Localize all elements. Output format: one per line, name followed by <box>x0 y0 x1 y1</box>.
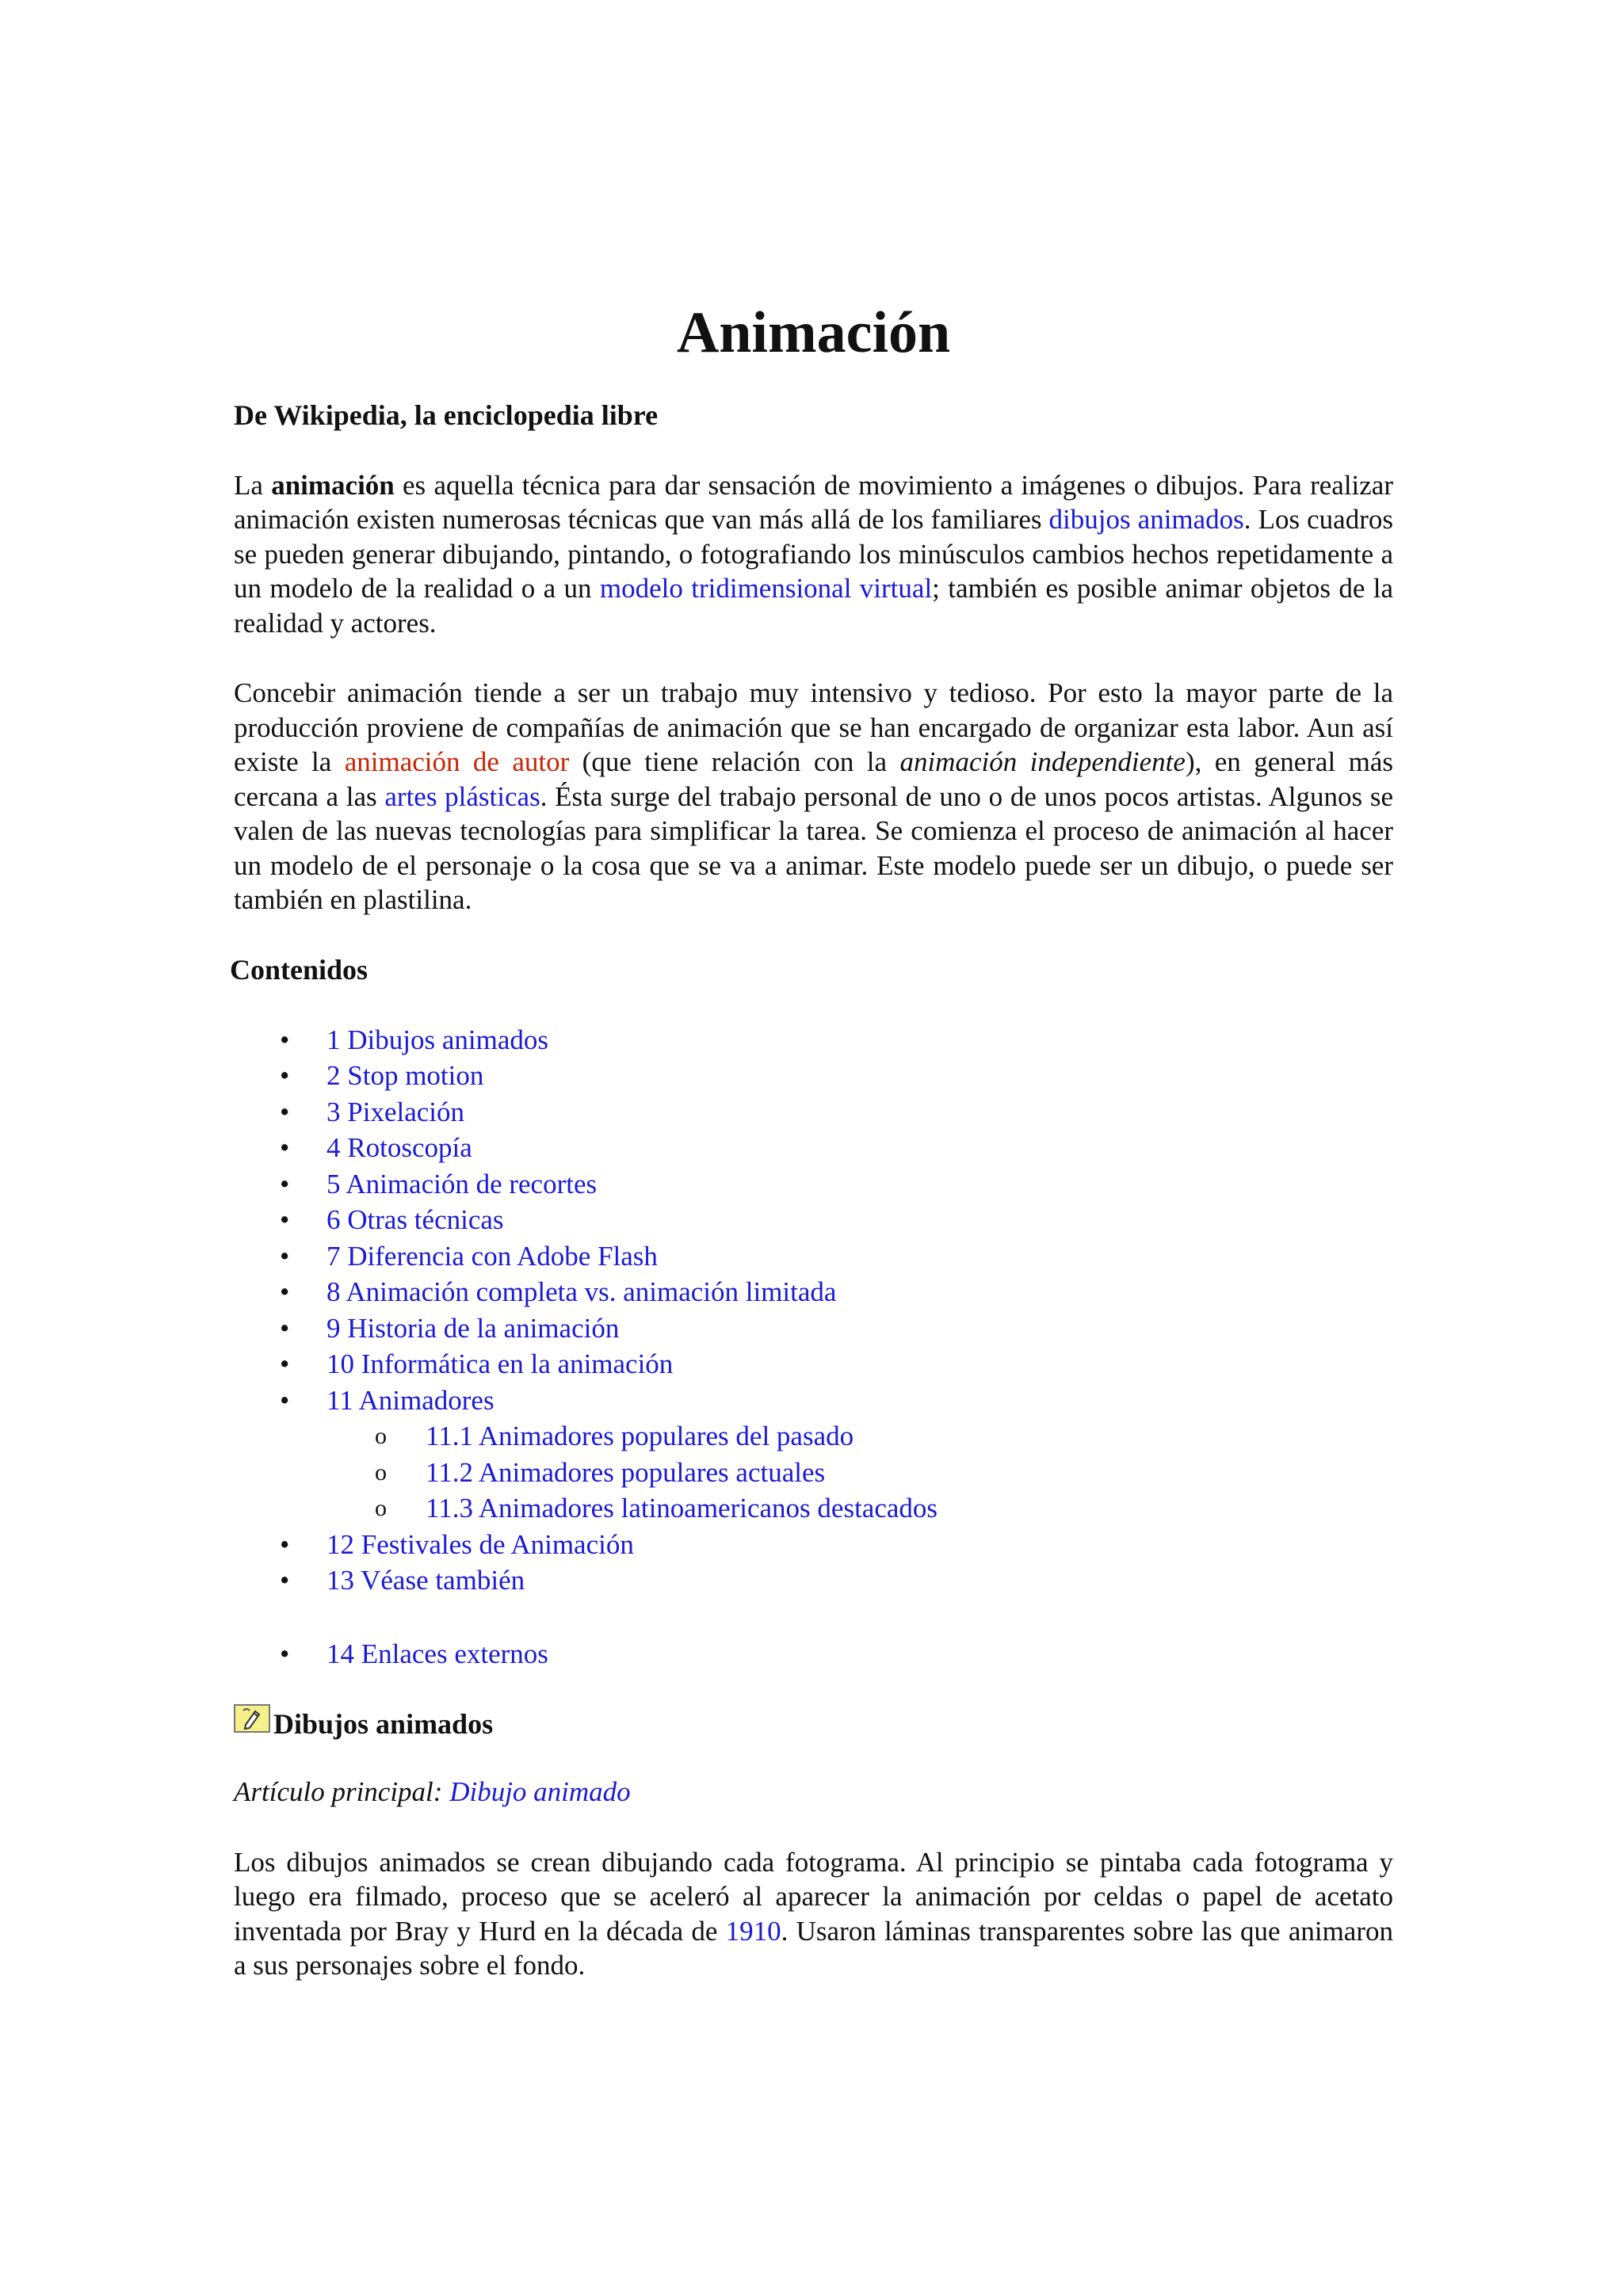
toc-link[interactable]: 4 Rotoscopía <box>327 1132 472 1164</box>
bullet-icon: • <box>280 1312 290 1344</box>
toc-item <box>234 1130 1393 1166</box>
text-span: Concebir animación tiende a ser un trabajo muy intensivo y tedioso. Por esto la mayor parte de la producción proviene de compañías de animación que se han encargado de organizar esta labor. Aun así existe la <box>234 677 1393 778</box>
toc-link[interactable]: 14 Enlaces externos <box>327 1638 548 1669</box>
intro-paragraph-1 <box>234 468 1393 641</box>
toc-heading: Contenidos <box>230 953 369 986</box>
toc-item <box>234 1166 1393 1203</box>
text-span: . Ésta surge del trabajo personal de uno o de unos pocos artistas. Algunos se valen de las nuevas tecnologías para simplificar la tarea. Se comienza el proceso de animación al hacer un modelo de el personaje o la cosa que se va a animar. Este modelo puede ser un dibujo, o puede ser también en plastilina. <box>234 780 1393 916</box>
toc-subitem <box>234 1418 1393 1455</box>
bullet-icon: • <box>280 1565 290 1596</box>
toc-item <box>234 1058 1393 1094</box>
bullet-icon: • <box>280 1060 290 1092</box>
text-span: . Los cuadros se pueden generar dibujando, pintando, o fotografiando los minúsculos cambios hechos repetidamente a un modelo de la realidad o a un <box>234 504 1393 605</box>
toc-link[interactable]: 1 Dibujos animados <box>327 1024 548 1055</box>
toc-item <box>234 1022 1393 1058</box>
bullet-icon: • <box>280 1240 290 1272</box>
main-article-label: Artículo principal: <box>234 1776 450 1808</box>
toc-sublink[interactable]: 11.2 Animadores populares actuales <box>426 1456 826 1488</box>
link-dibujo-animado[interactable]: Dibujo animado <box>449 1776 631 1808</box>
toc-item <box>234 1310 1393 1347</box>
bullet-icon: • <box>280 1638 290 1669</box>
table-of-contents <box>234 1022 1393 1672</box>
toc-link[interactable]: 10 Informática en la animación <box>327 1348 674 1380</box>
text-span: (que tiene relación con la <box>569 746 900 778</box>
toc-item <box>234 1274 1393 1310</box>
toc-link[interactable]: 11 Animadores <box>327 1384 495 1416</box>
main-article-note <box>234 1775 1393 1810</box>
toc-item <box>234 1562 1393 1599</box>
toc-item <box>234 1636 1393 1672</box>
toc-link[interactable]: 13 Véase también <box>327 1565 525 1596</box>
text-span: Los dibujos animados se crean dibujando cada fotograma. Al principio se pintaba cada fotograma y luego era filmado, proceso que se aceleró al aparecer la animación por celdas o papel de acetato inventada por Bray y Hurd en la década de <box>234 1846 1393 1947</box>
text-span: ), en general más cercana a las <box>234 746 1393 812</box>
toc-item <box>234 1202 1393 1238</box>
toc-item <box>234 1346 1393 1383</box>
toc-link[interactable]: 6 Otras técnicas <box>327 1204 504 1236</box>
text-span: es aquella técnica para dar sensación de movimiento a imágenes o dibujos. Para realizar animación existen numerosas técnicas que van más allá de los familiares <box>234 469 1393 536</box>
toc-link[interactable]: 9 Historia de la animación <box>327 1312 620 1344</box>
toc-item <box>234 1527 1393 1563</box>
toc-item <box>234 1094 1393 1131</box>
text-span: La <box>234 469 272 501</box>
bullet-icon: • <box>280 1132 290 1164</box>
edit-pencil-icon[interactable] <box>234 1704 270 1733</box>
bold-term: animación <box>271 469 395 501</box>
toc-link[interactable]: 12 Festivales de Animación <box>327 1528 634 1560</box>
toc-sublink[interactable]: 11.1 Animadores populares del pasado <box>426 1421 854 1452</box>
sub-bullet-icon: o <box>375 1423 387 1450</box>
toc-item <box>234 1383 1393 1419</box>
bullet-icon: • <box>280 1204 290 1236</box>
sub-bullet-icon: o <box>375 1459 387 1486</box>
text-span: . Usaron láminas transparentes sobre las que animaron a sus personajes sobre el fondo. <box>234 1915 1393 1981</box>
toc-sublink[interactable]: 11.3 Animadores latinoamericanos destacados <box>426 1493 938 1524</box>
bullet-icon: • <box>280 1168 290 1199</box>
intro-paragraph-2 <box>234 676 1393 917</box>
link-artes-plasticas[interactable]: artes plásticas <box>384 780 540 812</box>
link-1910[interactable]: 1910 <box>725 1915 781 1947</box>
toc-link[interactable]: 3 Pixelación <box>327 1096 464 1127</box>
toc-subitem <box>234 1455 1393 1491</box>
link-modelo-tridimensional[interactable]: modelo tridimensional virtual <box>599 573 933 605</box>
bullet-icon: • <box>280 1276 290 1308</box>
text-span: ; también es posible animar objetos de la realidad y actores. <box>234 573 1393 639</box>
bullet-icon: • <box>280 1528 290 1560</box>
section-heading-dibujos-animados <box>234 1707 1393 1741</box>
section-heading-text: Dibujos animados <box>273 1708 494 1741</box>
bullet-icon: • <box>280 1384 290 1416</box>
toc-link[interactable]: 8 Animación completa vs. animación limitada <box>327 1276 837 1308</box>
toc-subitem <box>234 1490 1393 1527</box>
toc-link[interactable]: 7 Diferencia con Adobe Flash <box>327 1240 658 1272</box>
bullet-icon: • <box>280 1096 290 1127</box>
bullet-icon: • <box>280 1348 290 1380</box>
toc-link[interactable]: 5 Animación de recortes <box>327 1168 598 1199</box>
page-subtitle: De Wikipedia, la enciclopedia libre <box>234 399 659 432</box>
bullet-icon: • <box>280 1024 290 1055</box>
article <box>230 300 1393 2019</box>
link-animacion-de-autor[interactable]: animación de autor <box>344 746 570 778</box>
sub-bullet-icon: o <box>375 1495 387 1522</box>
section-paragraph <box>234 1845 1393 1983</box>
page-title: Animación <box>676 300 951 365</box>
italic-term: animación independiente <box>899 746 1186 778</box>
toc-item <box>234 1238 1393 1275</box>
link-dibujos-animados[interactable]: dibujos animados <box>1048 504 1244 536</box>
toc-link[interactable]: 2 Stop motion <box>327 1060 484 1092</box>
